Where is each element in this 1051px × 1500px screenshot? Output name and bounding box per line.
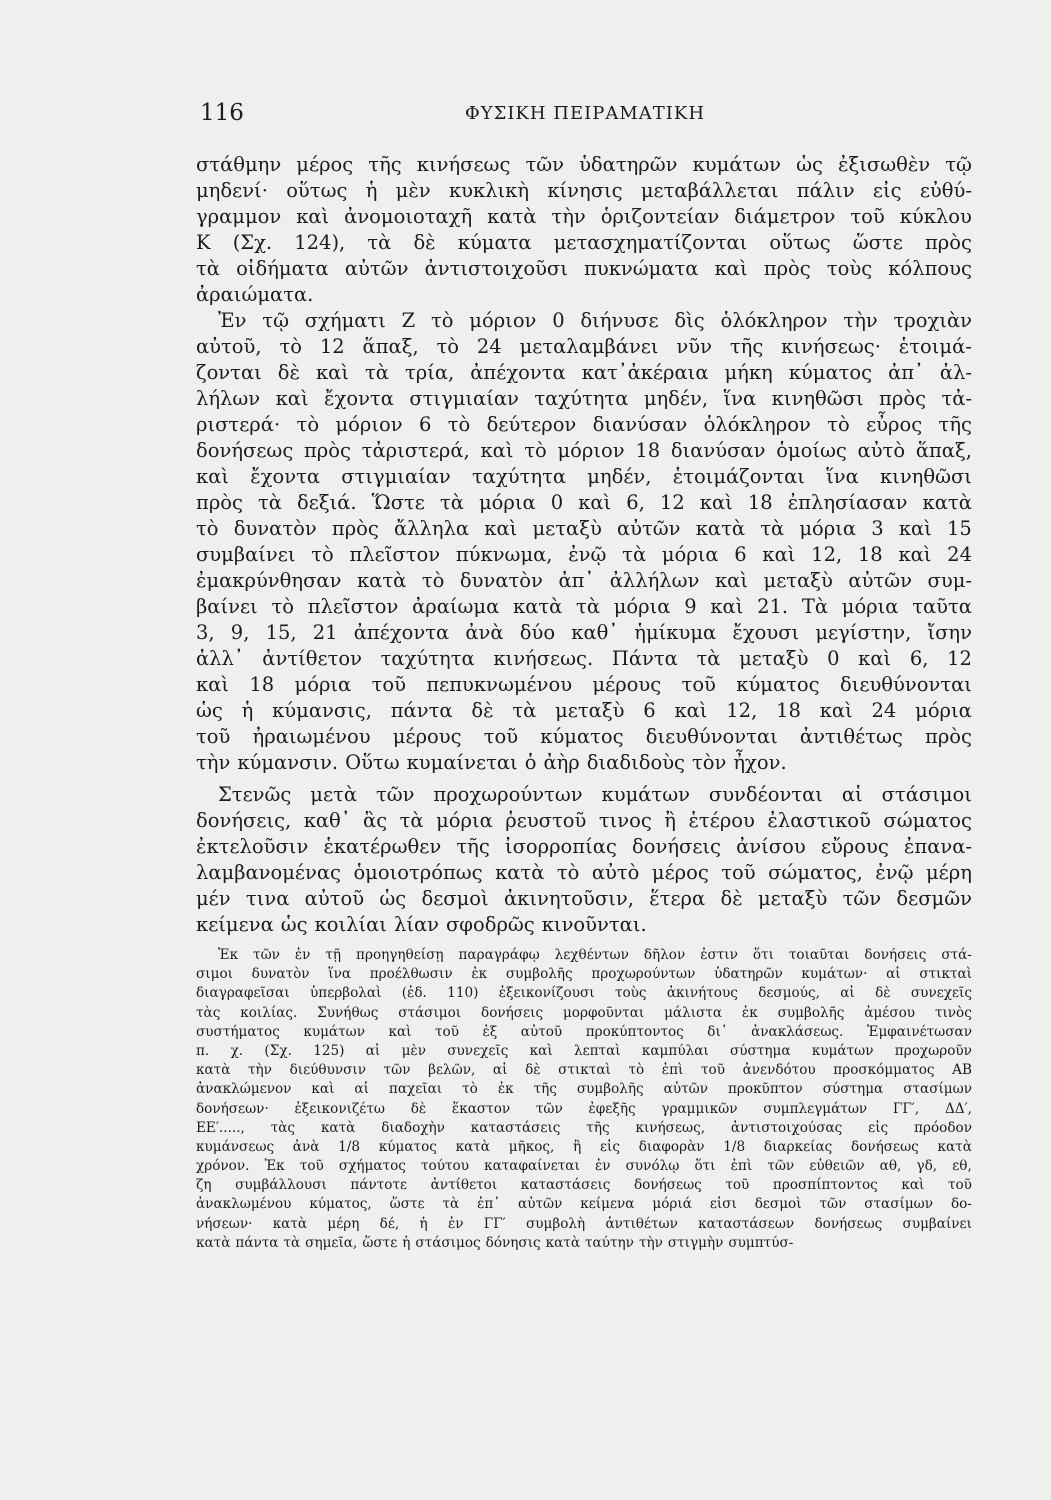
text-line: διαγραφεῖσαι ὑπερβολαὶ (ἐδ. 110) ἐξεικονίζουσι τοὺς ἀκινήτους δεσμούς, αἱ δὲ συνεχεῖς — [196, 985, 972, 1002]
page-number: 116 — [200, 100, 244, 126]
text-line: βαίνει τὸ πλεῖστον ἀραίωμα κατὰ τὰ μόρια 9 καὶ 21. Τὰ μόρια ταῦτα — [196, 595, 972, 618]
text-line: λήλων καὶ ἔχοντα στιγμιαίαν ταχύτητα μηδέν, ἵνα κινηθῶσι πρὸς τἀ- — [196, 387, 972, 410]
text-line: πρὸς τὰ δεξιά. Ὥστε τὰ μόρια 0 καὶ 6, 12 καὶ 18 ἐπλησίασαν κατὰ — [196, 491, 972, 514]
text-line: τὰς κοιλίας. Συνήθως στάσιμοι δονήσεις μορφοῦνται μάλιστα ἐκ συμβολῆς ἀμέσου τινὸς — [196, 1004, 972, 1021]
text-line: ριστερά· τὸ μόριον 6 τὸ δεύτερον διανύσαν ὁλόκληρον τὸ εὖρος τῆς — [196, 413, 972, 436]
text-line: δονήσεως πρὸς τἀριστερά, καὶ τὸ μόριον 18 διανύσαν ὁμοίως αὐτὸ ἅπαξ, — [196, 439, 972, 462]
paragraph-2 — [196, 308, 972, 776]
text-line: τὴν κύμανσιν. Οὕτω κυμαίνεται ὁ ἀὴρ διαδιδοὺς τὸν ἦχον. — [196, 751, 787, 774]
text-line: καὶ ἔχοντα στιγμιαίαν ταχύτητα μηδέν, ἑτοιμάζονται ἵνα κινηθῶσι — [196, 465, 972, 488]
text-line: δονήσεων· ἐξεικονιζέτω δὲ ἕκαστον τῶν ἐφεξῆς γραμμικῶν συμπλεγμάτων ΓΓ′, ΔΔ′, — [196, 1100, 972, 1117]
page-header — [200, 100, 970, 134]
text-line: π. χ. (Σχ. 125) αἱ μὲν συνεχεῖς καὶ λεπταὶ καμπύλαι σύστημα κυμάτων προχωροῦν — [196, 1042, 972, 1059]
text-line: χρόνον. Ἐκ τοῦ σχήματος τούτου καταφαίνεται ἐν συνόλῳ ὅτι ἐπὶ τῶν εὐθειῶν αθ, γδ, εθ, — [196, 1158, 972, 1175]
text-line: κείμενα ὡς κοιλίαι λίαν σφοδρῶς κινοῦνται. — [196, 913, 647, 936]
text-line: σιμοι δυνατὸν ἵνα προέλθωσιν ἐκ συμβολῆς προχωρούντων ὑδατηρῶν κυμάτων· αἱ στικταὶ — [196, 966, 972, 983]
text-line: συστήματος κυμάτων καὶ τοῦ ἐξ αὐτοῦ προκύπτοντος δι᾽ ἀνακλάσεως. Ἐμφαινέτωσαν — [196, 1023, 972, 1040]
text-line: Ἐκ τῶν ἐν τῇ προηγηθείσῃ παραγράφῳ λεχθέντων δῆλον ἐστιν ὅτι τοιαῦται δονήσεις στά- — [218, 947, 972, 963]
text-line: μέν τινα αὐτοῦ ὡς δεσμοὶ ἀκινητοῦσιν, ἕτερα δὲ μεταξὺ τῶν δεσμῶν — [196, 887, 972, 910]
text-line: δονήσεις, καθ᾽ ἃς τὰ μόρια ῥευστοῦ τινος ἢ ἑτέρου ἐλαστικοῦ σώματος — [196, 809, 972, 832]
text-line: αὐτοῦ, τὸ 12 ἅπαξ, τὸ 24 μεταλαμβάνει νῦν τῆς κινήσεως· ἑτοιμά- — [196, 335, 972, 358]
text-line: στάθμην μέρος τῆς κινήσεως τῶν ὑδατηρῶν κυμάτων ὡς ἐξισωθὲν τῷ — [196, 153, 972, 176]
text-line: ὡς ἡ κύμανσις, πάντα δὲ τὰ μεταξὺ 6 καὶ 12, 18 καὶ 24 μόρια — [196, 699, 972, 722]
text-line: ἀραιώματα. — [196, 283, 314, 306]
text-line: ζονται δὲ καὶ τὰ τρία, ἀπέχοντα κατ᾽ἀκέραια μήκη κύματος ἀπ᾽ ἀλ- — [196, 361, 972, 384]
text-line: τὰ οἰδήματα αὐτῶν ἀντιστοιχοῦσι πυκνώματα καὶ πρὸς τοὺς κόλπους — [196, 257, 972, 280]
text-line: ἐκτελοῦσιν ἑκατέρωθεν τῆς ἰσορροπίας δονήσεις ἀνίσου εὔρους ἐπανα- — [196, 835, 972, 858]
text-line: τοῦ ἠραιωμένου μέρους τοῦ κύματος διευθύνονται ἀντιθέτως πρὸς — [196, 725, 972, 748]
text-line: συμβαίνει τὸ πλεῖστον πύκνωμα, ἐνῷ τὰ μόρια 6 καὶ 12, 18 καὶ 24 — [196, 543, 972, 566]
paragraph-1 — [196, 152, 972, 308]
text-line: μηδενί· οὕτως ἡ μὲν κυκλικὴ κίνησις μεταβάλλεται πάλιν εἰς εὐθύ- — [196, 179, 972, 202]
text-line: κυμάνσεως ἀνὰ 1/8 κύματος κατὰ μῆκος, ἢ εἰς διαφορὰν 1/8 διαρκείας δονήσεως κατὰ — [196, 1138, 972, 1155]
text-line: καὶ 18 μόρια τοῦ πεπυκνωμένου μέρους τοῦ κύματος διευθύνονται — [196, 673, 972, 696]
text-line: κατὰ τὴν διεύθυνσιν τῶν βελῶν, αἱ δὲ στικταὶ τὸ ἐπὶ τοῦ ἀνενδότου προσκόμματος ΑΒ — [196, 1062, 972, 1079]
text-line: τὸ δυνατὸν πρὸς ἄλληλα καὶ μεταξὺ αὐτῶν κατὰ τὰ μόρια 3 καὶ 15 — [196, 517, 972, 540]
body-text — [196, 152, 972, 1253]
text-line: 3, 9, 15, 21 ἀπέχοντα ἀνὰ δύο καθ᾽ ἡμίκυμα ἔχουσι μεγίστην, ἴσην — [196, 621, 972, 644]
text-line: ἀνακλωμένου κύματος, ὥστε τὰ ἐπ᾽ αὐτῶν κείμενα μόριά εἰσι δεσμοὶ τῶν στασίμων δο- — [196, 1196, 972, 1213]
text-line: ΕΕ′....., τὰς κατὰ διαδοχὴν καταστάσεις τῆς κινήσεως, ἀντιστοιχούσας εἰς πρόοδον — [196, 1119, 972, 1136]
text-line: ἐμακρύνθησαν κατὰ τὸ δυνατὸν ἀπ᾽ ἀλλήλων καὶ μεταξὺ αὐτῶν συμ- — [196, 569, 972, 592]
text-line: ἀλλ᾽ ἀντίθετον ταχύτητα κινήσεως. Πάντα τὰ μεταξὺ 0 καὶ 6, 12 — [196, 647, 972, 670]
text-line: ζη συμβάλλουσι πάντοτε ἀντίθετοι καταστάσεις δονήσεως τοῦ προσπίπτοντος καὶ τοῦ — [196, 1177, 972, 1194]
text-line: κατὰ πάντα τὰ σημεῖα, ὥστε ἡ στάσιμος δόνησις κατὰ ταύτην τὴν στιγμὴν συμπτύσ- — [196, 1234, 794, 1251]
text-line: Κ (Σχ. 124), τὰ δὲ κύματα μετασχηματίζονται οὕτως ὥστε πρὸς — [196, 231, 972, 254]
paragraph-3 — [196, 782, 972, 938]
text-line: ἀνακλώμενον καὶ αἱ παχεῖαι τὸ ἐκ τῆς συμβολῆς αὐτῶν προκῦπτον σύστημα στασίμων — [196, 1081, 972, 1098]
footnote — [196, 946, 972, 1253]
text-line: γραμμον καὶ ἀνομοιοταχῆ κατὰ τὴν ὁριζοντείαν διάμετρον τοῦ κύκλου — [196, 205, 972, 228]
text-line: Στενῶς μετὰ τῶν προχωρούντων κυμάτων συνδέονται αἱ στάσιμοι — [218, 783, 972, 806]
text-line: λαμβανομένας ὁμοιοτρόπως κατὰ τὸ αὐτὸ μέρος τοῦ σώματος, ἐνῷ μέρη — [196, 861, 972, 884]
running-title: ΦΥΣΙΚΗ ΠΕΙΡΑΜΑΤΙΚΗ — [464, 103, 706, 124]
text-line: Ἐν τῷ σχήματι Ζ τὸ μόριον 0 διήνυσε δὶς ὁλόκληρον τὴν τροχιὰν — [218, 309, 972, 332]
text-line: νήσεων· κατὰ μέρη δέ, ἡ ἐν ΓΓ′ συμβολὴ ἀντιθέτων καταστάσεων δονήσεως συμβαίνει — [196, 1215, 972, 1232]
